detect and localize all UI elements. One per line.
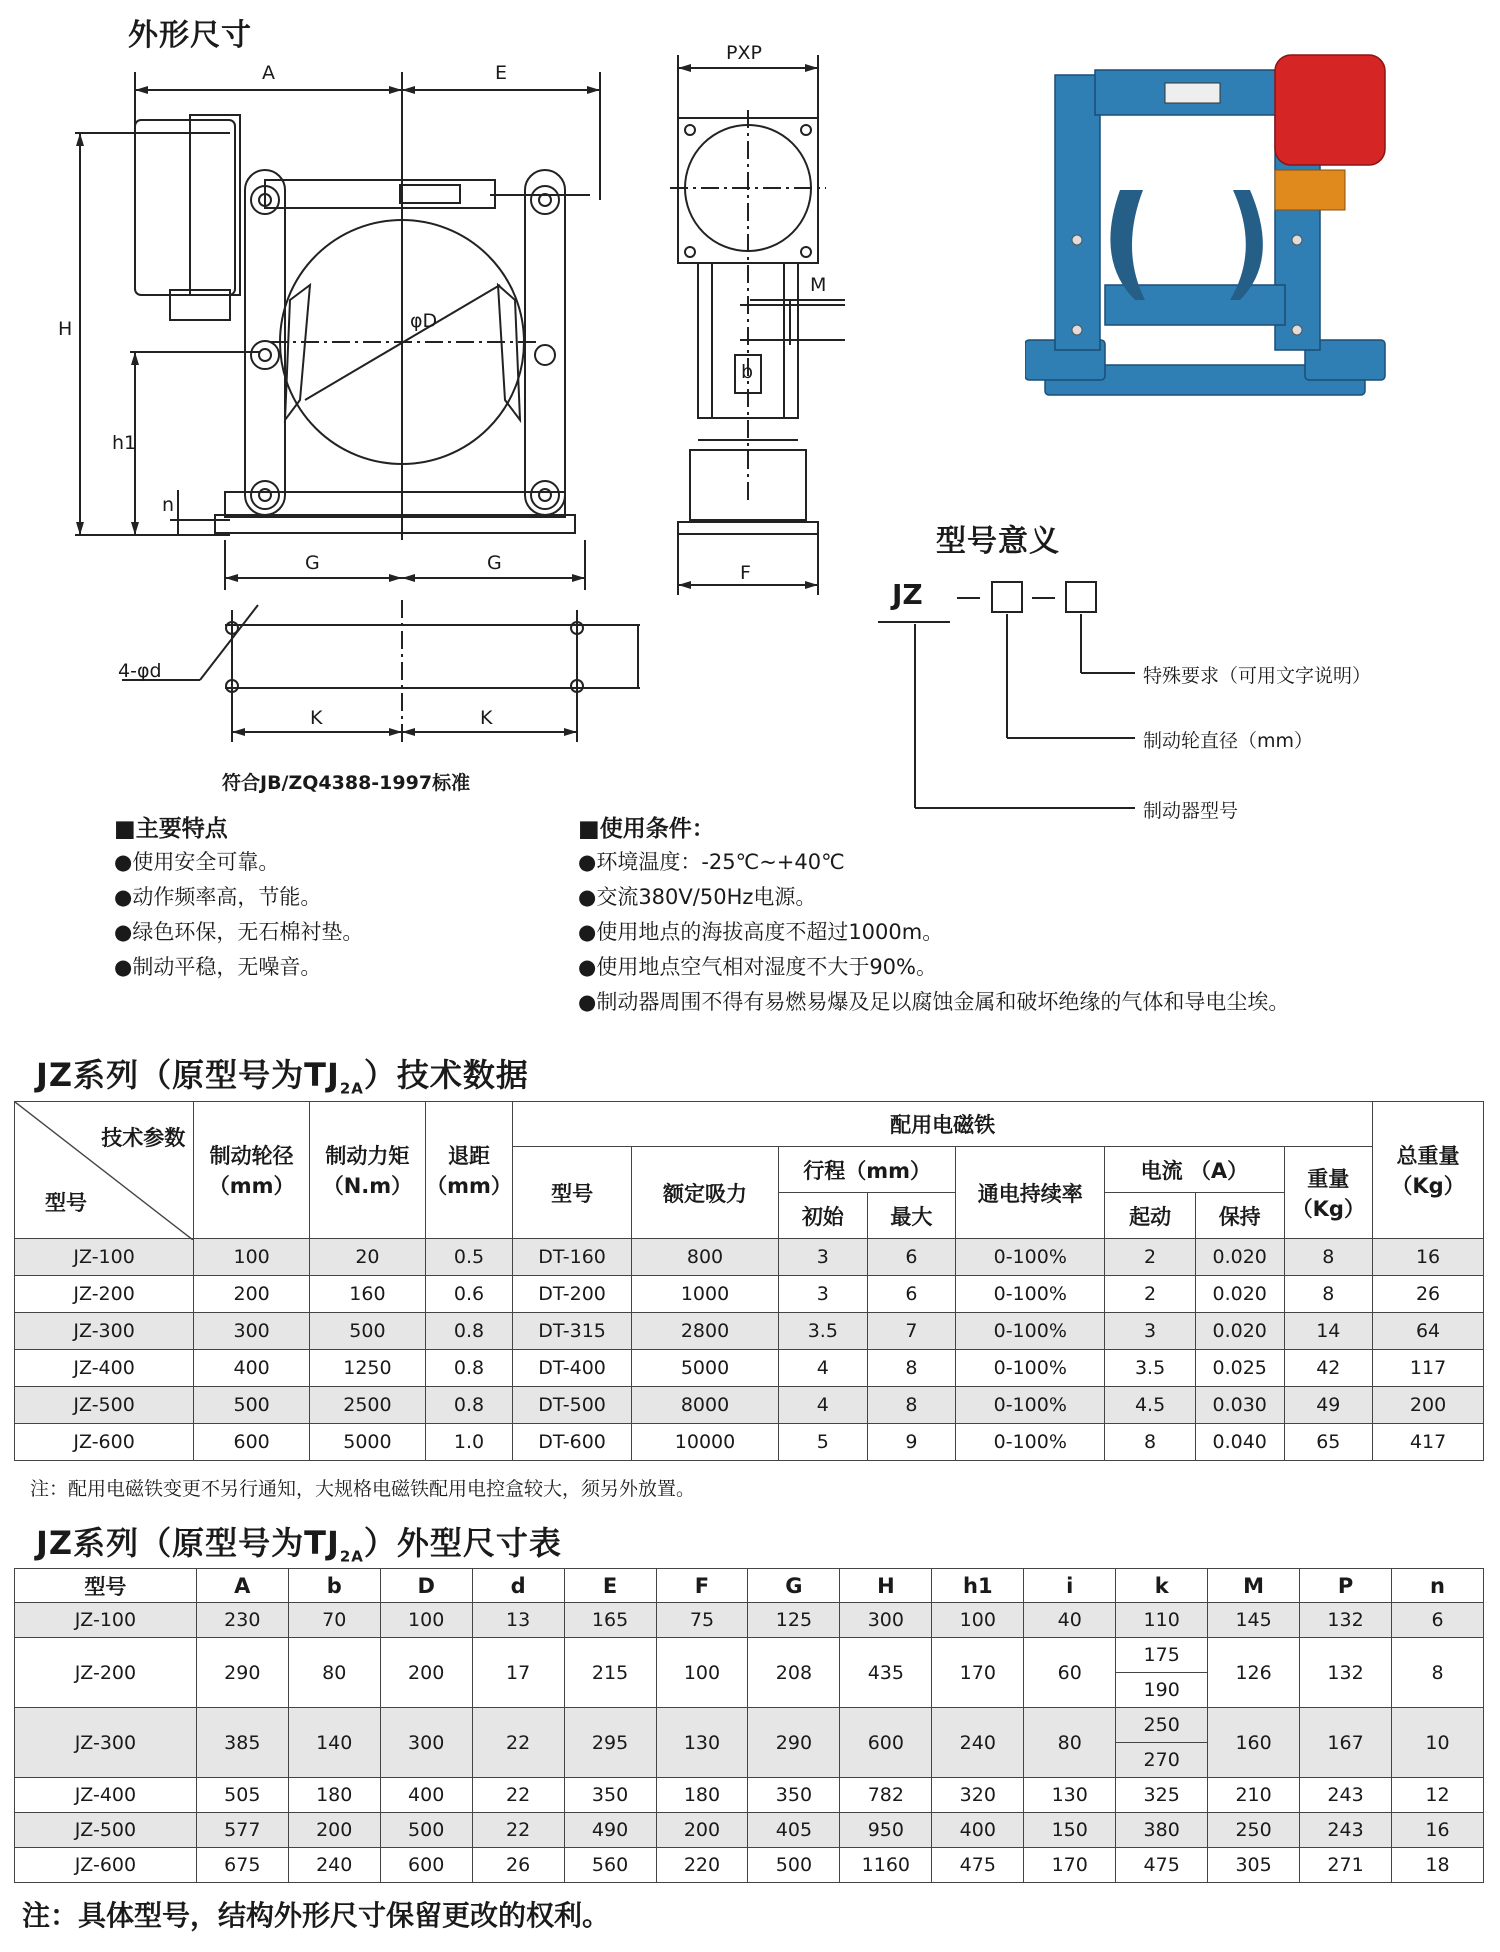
table-row xyxy=(15,1313,1484,1350)
side-view-drawing xyxy=(665,45,845,605)
table-cell: 240 xyxy=(288,1848,380,1883)
th-retreat: 退距（mm） xyxy=(425,1102,512,1239)
table-cell: 65 xyxy=(1284,1424,1373,1461)
table-cell: 8 xyxy=(867,1387,956,1424)
dim-label-G-left: G xyxy=(305,552,320,574)
table-header-cell: D xyxy=(380,1569,472,1603)
table-cell: 100 xyxy=(932,1603,1024,1638)
th-weight: 重量（Kg） xyxy=(1284,1147,1373,1239)
table-cell: 475 xyxy=(1116,1848,1208,1883)
table-cell: JZ-400 xyxy=(15,1778,197,1813)
standard-note: 符合JB/ZQ4388-1997标准 xyxy=(222,772,471,794)
table-cell: JZ-300 xyxy=(15,1313,194,1350)
table-header-cell: P xyxy=(1300,1569,1392,1603)
table-cell: 240 xyxy=(932,1708,1024,1778)
feature-item: ●动作频率高，节能。 xyxy=(114,885,322,909)
table-cell: 600 xyxy=(380,1848,472,1883)
table-cell: 0.8 xyxy=(425,1387,512,1424)
th-total: 总重量（Kg） xyxy=(1373,1102,1484,1239)
table-cell: 8 xyxy=(867,1350,956,1387)
table-cell: 64 xyxy=(1373,1313,1484,1350)
table-cell: 170 xyxy=(932,1638,1024,1708)
table-row xyxy=(15,1387,1484,1424)
feature-item: ●制动平稳，无噪音。 xyxy=(114,955,322,979)
table-cell: 17 xyxy=(472,1638,564,1708)
table-cell: 165 xyxy=(564,1603,656,1638)
table-cell: 0.030 xyxy=(1195,1387,1284,1424)
table-cell: 9 xyxy=(867,1424,956,1461)
table-row xyxy=(15,1424,1484,1461)
table-cell: 10000 xyxy=(632,1424,779,1461)
table-cell: 208 xyxy=(748,1638,840,1708)
table-cell: 950 xyxy=(840,1813,932,1848)
table-cell: 20 xyxy=(310,1239,426,1276)
model-meaning-diagram xyxy=(870,570,1390,830)
table-cell: 0.020 xyxy=(1195,1313,1284,1350)
th-duty: 通电持续率 xyxy=(956,1147,1105,1239)
table-cell: 100 xyxy=(380,1603,472,1638)
table-cell: 6 xyxy=(867,1276,956,1313)
table-cell: 26 xyxy=(472,1848,564,1883)
feature-item: ●使用安全可靠。 xyxy=(114,850,280,874)
table-cell: 500 xyxy=(748,1848,840,1883)
table-cell: 0-100% xyxy=(956,1276,1105,1313)
table-cell: 0.8 xyxy=(425,1350,512,1387)
table-row xyxy=(15,1708,1484,1743)
table-row xyxy=(15,1848,1484,1883)
table-cell: 200 xyxy=(1373,1387,1484,1424)
table-row xyxy=(15,1603,1484,1638)
table-cell: 2 xyxy=(1105,1239,1196,1276)
table-cell: 0.020 xyxy=(1195,1239,1284,1276)
table-cell: 3 xyxy=(779,1239,868,1276)
table-header-cell: A xyxy=(196,1569,288,1603)
th-stroke: 行程（mm） xyxy=(779,1147,956,1193)
table-cell: 405 xyxy=(748,1813,840,1848)
table-cell: 380 xyxy=(1116,1813,1208,1848)
table-cell: 22 xyxy=(472,1813,564,1848)
table-cell: 295 xyxy=(564,1708,656,1778)
table-cell: DT-400 xyxy=(513,1350,632,1387)
model-code: JZ xyxy=(892,578,923,611)
table-header-cell: i xyxy=(1024,1569,1116,1603)
table-cell: 400 xyxy=(380,1778,472,1813)
th-wheel: 制动轮径（mm） xyxy=(194,1102,310,1239)
table-cell: 126 xyxy=(1208,1638,1300,1708)
dim-label-G-right: G xyxy=(487,552,502,574)
table-row xyxy=(15,1813,1484,1848)
table-cell: 117 xyxy=(1373,1350,1484,1387)
table-cell: JZ-600 xyxy=(15,1848,197,1883)
model-meaning-title: 型号意义 xyxy=(936,524,1060,559)
table-cell: 49 xyxy=(1284,1387,1373,1424)
table-cell: 220 xyxy=(656,1848,748,1883)
table-cell: JZ-600 xyxy=(15,1424,194,1461)
dim-label-n: n xyxy=(162,494,175,516)
tech-table-title: JZ系列（原型号为$TJ_{2A}$）技术数据 xyxy=(36,1056,529,1098)
dim-table-title: JZ系列（原型号为$TJ_{2A}$）外型尺寸表 xyxy=(36,1524,562,1566)
table-cell: 175 xyxy=(1116,1638,1208,1673)
table-cell: 3 xyxy=(1105,1313,1196,1350)
table-cell: 325 xyxy=(1116,1778,1208,1813)
dim-label-PXP: PXP xyxy=(726,42,762,64)
table-cell: 40 xyxy=(1024,1603,1116,1638)
table-cell: 215 xyxy=(564,1638,656,1708)
table-cell: 200 xyxy=(380,1638,472,1708)
table-cell: 290 xyxy=(748,1708,840,1778)
table-cell: 300 xyxy=(840,1603,932,1638)
table-cell: DT-315 xyxy=(513,1313,632,1350)
table-cell: 290 xyxy=(196,1638,288,1708)
table-cell: 150 xyxy=(1024,1813,1116,1848)
table-cell: 14 xyxy=(1284,1313,1373,1350)
conditions-list xyxy=(578,845,1289,1020)
table-cell: 8 xyxy=(1284,1276,1373,1313)
table-cell: DT-600 xyxy=(513,1424,632,1461)
table-cell: 505 xyxy=(196,1778,288,1813)
table-cell: 417 xyxy=(1373,1424,1484,1461)
table-header-cell: M xyxy=(1208,1569,1300,1603)
table-cell: 500 xyxy=(380,1813,472,1848)
table-cell: 230 xyxy=(196,1603,288,1638)
table-cell: 6 xyxy=(867,1239,956,1276)
table-cell: JZ-400 xyxy=(15,1350,194,1387)
table-row xyxy=(15,1239,1484,1276)
table-cell: 100 xyxy=(194,1239,310,1276)
table-cell: 16 xyxy=(1373,1239,1484,1276)
table-row xyxy=(15,1350,1484,1387)
product-photo xyxy=(1025,40,1405,425)
table-cell: 475 xyxy=(932,1848,1024,1883)
dim-label-H: H xyxy=(58,318,73,340)
table-cell: 4 xyxy=(779,1350,868,1387)
dim-label-d: 4-φd xyxy=(118,660,162,682)
table-row xyxy=(15,1276,1484,1313)
table-cell: 130 xyxy=(1024,1778,1116,1813)
table-cell: 75 xyxy=(656,1603,748,1638)
th-magnet: 配用电磁铁 xyxy=(513,1102,1373,1147)
dim-label-b: b xyxy=(741,361,754,383)
th-mag-model: 型号 xyxy=(513,1147,632,1239)
table-cell: 167 xyxy=(1300,1708,1392,1778)
table-cell: 350 xyxy=(748,1778,840,1813)
condition-item: ●使用地点的海拔高度不超过1000m。 xyxy=(578,920,944,944)
dim-table xyxy=(14,1568,1484,1883)
table-cell: 80 xyxy=(288,1638,380,1708)
table-cell: 7 xyxy=(867,1313,956,1350)
table-cell: 577 xyxy=(196,1813,288,1848)
table-header-cell: F xyxy=(656,1569,748,1603)
dim-label-A: A xyxy=(262,62,275,84)
table-cell: 0.8 xyxy=(425,1313,512,1350)
corner-bottom-label: 型号 xyxy=(45,1191,87,1215)
table-cell: 180 xyxy=(288,1778,380,1813)
dim-label-K-right: K xyxy=(480,707,493,729)
table-cell: 500 xyxy=(194,1387,310,1424)
table-cell: 270 xyxy=(1116,1743,1208,1778)
table-cell: 1250 xyxy=(310,1350,426,1387)
th-cur-start: 起动 xyxy=(1105,1193,1196,1239)
table-cell: 1.0 xyxy=(425,1424,512,1461)
table-cell: 3 xyxy=(779,1276,868,1313)
table-row xyxy=(15,1638,1484,1673)
table-cell: JZ-500 xyxy=(15,1387,194,1424)
table-cell: 160 xyxy=(310,1276,426,1313)
table-cell: 145 xyxy=(1208,1603,1300,1638)
table-cell: 0.5 xyxy=(425,1239,512,1276)
table-cell: 0.020 xyxy=(1195,1276,1284,1313)
table-cell: 560 xyxy=(564,1848,656,1883)
table-header-cell: b xyxy=(288,1569,380,1603)
table-cell: 8 xyxy=(1105,1424,1196,1461)
table-cell: 350 xyxy=(564,1778,656,1813)
table-cell: 140 xyxy=(288,1708,380,1778)
dim-label-F: F xyxy=(740,562,751,584)
table-cell: 4.5 xyxy=(1105,1387,1196,1424)
table-cell: 2800 xyxy=(632,1313,779,1350)
table-cell: 4 xyxy=(779,1387,868,1424)
table-cell: 243 xyxy=(1300,1813,1392,1848)
dim-label-h1: h1 xyxy=(112,432,137,454)
model-meaning-special: 特殊要求（可用文字说明） xyxy=(1143,665,1372,687)
table-cell: 305 xyxy=(1208,1848,1300,1883)
table-cell: 42 xyxy=(1284,1350,1373,1387)
table-cell: 490 xyxy=(564,1813,656,1848)
table-header-cell: n xyxy=(1392,1569,1484,1603)
table-cell: 2 xyxy=(1105,1276,1196,1313)
condition-item: ●交流380V/50Hz电源。 xyxy=(578,885,817,909)
table-cell: 100 xyxy=(656,1638,748,1708)
tech-table xyxy=(14,1101,1484,1461)
table-cell: 675 xyxy=(196,1848,288,1883)
table-cell: 200 xyxy=(288,1813,380,1848)
dim-table-body xyxy=(15,1569,1484,1883)
table-cell: JZ-100 xyxy=(15,1239,194,1276)
table-cell: 0-100% xyxy=(956,1239,1105,1276)
model-meaning-diameter: 制动轮直径（mm） xyxy=(1143,730,1314,752)
tech-table-note: 注：配用电磁铁变更不另行通知，大规格电磁铁配用电控盒较大，须另外放置。 xyxy=(30,1478,696,1500)
corner-header-cell xyxy=(15,1102,194,1239)
table-cell: 0-100% xyxy=(956,1350,1105,1387)
table-cell: JZ-500 xyxy=(15,1813,197,1848)
table-cell: 125 xyxy=(748,1603,840,1638)
model-meaning-type: 制动器型号 xyxy=(1143,800,1239,822)
table-cell: DT-500 xyxy=(513,1387,632,1424)
table-cell: 80 xyxy=(1024,1708,1116,1778)
features-title: ■主要特点 xyxy=(114,816,228,842)
table-cell: 3.5 xyxy=(1105,1350,1196,1387)
table-cell: 0.025 xyxy=(1195,1350,1284,1387)
table-cell: 180 xyxy=(656,1778,748,1813)
table-header-cell: H xyxy=(840,1569,932,1603)
table-cell: 243 xyxy=(1300,1778,1392,1813)
table-cell: 0-100% xyxy=(956,1387,1105,1424)
table-cell: 26 xyxy=(1373,1276,1484,1313)
table-cell: 250 xyxy=(1116,1708,1208,1743)
table-cell: 3.5 xyxy=(779,1313,868,1350)
table-cell: 132 xyxy=(1300,1603,1392,1638)
table-cell: 600 xyxy=(840,1708,932,1778)
table-header-cell: 型号 xyxy=(15,1569,197,1603)
table-cell: 8 xyxy=(1284,1239,1373,1276)
table-cell: 0.040 xyxy=(1195,1424,1284,1461)
table-cell: 210 xyxy=(1208,1778,1300,1813)
dim-label-K-left: K xyxy=(310,707,323,729)
table-cell: 200 xyxy=(194,1276,310,1313)
table-cell: 800 xyxy=(632,1239,779,1276)
table-cell: 132 xyxy=(1300,1638,1392,1708)
table-cell: 160 xyxy=(1208,1708,1300,1778)
table-header-cell: E xyxy=(564,1569,656,1603)
table-cell: 8000 xyxy=(632,1387,779,1424)
table-cell: 200 xyxy=(656,1813,748,1848)
table-cell: 0-100% xyxy=(956,1424,1105,1461)
table-cell: DT-160 xyxy=(513,1239,632,1276)
corner-top-label: 技术参数 xyxy=(101,1126,186,1150)
table-header-cell: G xyxy=(748,1569,840,1603)
footer-note: 注：具体型号，结构外形尺寸保留更改的权利。 xyxy=(22,1899,611,1932)
th-torque: 制动力矩（N.m） xyxy=(310,1102,426,1239)
table-header-row xyxy=(15,1569,1484,1603)
feature-item: ●绿色环保，无石棉衬垫。 xyxy=(114,920,364,944)
condition-item: ●环境温度：-25℃~+40℃ xyxy=(578,850,845,874)
table-cell: 385 xyxy=(196,1708,288,1778)
table-header-cell: k xyxy=(1116,1569,1208,1603)
table-cell: JZ-200 xyxy=(15,1638,197,1708)
conditions-title: ■使用条件： xyxy=(578,816,715,842)
table-cell: 6 xyxy=(1392,1603,1484,1638)
table-cell: 8 xyxy=(1392,1638,1484,1708)
table-cell: 0.6 xyxy=(425,1276,512,1313)
table-cell: 500 xyxy=(310,1313,426,1350)
th-force: 额定吸力 xyxy=(632,1147,779,1239)
table-cell: 400 xyxy=(932,1813,1024,1848)
table-cell: 18 xyxy=(1392,1848,1484,1883)
condition-item: ●制动器周围不得有易燃易爆及足以腐蚀金属和破坏绝缘的气体和导电尘埃。 xyxy=(578,990,1290,1014)
table-header-cell: h1 xyxy=(932,1569,1024,1603)
table-cell: 70 xyxy=(288,1603,380,1638)
table-cell: 300 xyxy=(380,1708,472,1778)
table-cell: 400 xyxy=(194,1350,310,1387)
table-cell: 12 xyxy=(1392,1778,1484,1813)
table-cell: 300 xyxy=(194,1313,310,1350)
table-cell: 16 xyxy=(1392,1813,1484,1848)
table-cell: JZ-300 xyxy=(15,1708,197,1778)
table-cell: 130 xyxy=(656,1708,748,1778)
th-stroke-init: 初始 xyxy=(779,1193,868,1239)
table-cell: 5 xyxy=(779,1424,868,1461)
table-cell: 22 xyxy=(472,1708,564,1778)
front-view-drawing xyxy=(50,45,650,765)
table-cell: 13 xyxy=(472,1603,564,1638)
table-header-cell: d xyxy=(472,1569,564,1603)
table-cell: 435 xyxy=(840,1638,932,1708)
table-cell: 110 xyxy=(1116,1603,1208,1638)
th-cur-hold: 保持 xyxy=(1195,1193,1284,1239)
th-current: 电流 （A） xyxy=(1105,1147,1284,1193)
table-cell: 5000 xyxy=(632,1350,779,1387)
table-cell: JZ-100 xyxy=(15,1603,197,1638)
table-cell: 320 xyxy=(932,1778,1024,1813)
dim-label-M: M xyxy=(810,274,827,296)
table-cell: DT-200 xyxy=(513,1276,632,1313)
table-cell: 2500 xyxy=(310,1387,426,1424)
table-cell: 1160 xyxy=(840,1848,932,1883)
table-cell: 250 xyxy=(1208,1813,1300,1848)
dimensions-title: 外形尺寸 xyxy=(128,18,252,53)
table-cell: 22 xyxy=(472,1778,564,1813)
condition-item: ●使用地点空气相对湿度不大于90%。 xyxy=(578,955,937,979)
table-cell: 600 xyxy=(194,1424,310,1461)
dim-label-E: E xyxy=(495,62,508,84)
table-cell: 0-100% xyxy=(956,1313,1105,1350)
table-cell: 170 xyxy=(1024,1848,1116,1883)
table-cell: JZ-200 xyxy=(15,1276,194,1313)
tech-table-body xyxy=(15,1239,1484,1461)
table-cell: 782 xyxy=(840,1778,932,1813)
table-row xyxy=(15,1778,1484,1813)
table-cell: 5000 xyxy=(310,1424,426,1461)
dim-label-D: φD xyxy=(410,310,438,332)
table-cell: 271 xyxy=(1300,1848,1392,1883)
table-cell: 60 xyxy=(1024,1638,1116,1708)
features-list xyxy=(114,845,363,985)
table-cell: 190 xyxy=(1116,1673,1208,1708)
table-cell: 10 xyxy=(1392,1708,1484,1778)
table-cell: 1000 xyxy=(632,1276,779,1313)
th-stroke-max: 最大 xyxy=(867,1193,956,1239)
